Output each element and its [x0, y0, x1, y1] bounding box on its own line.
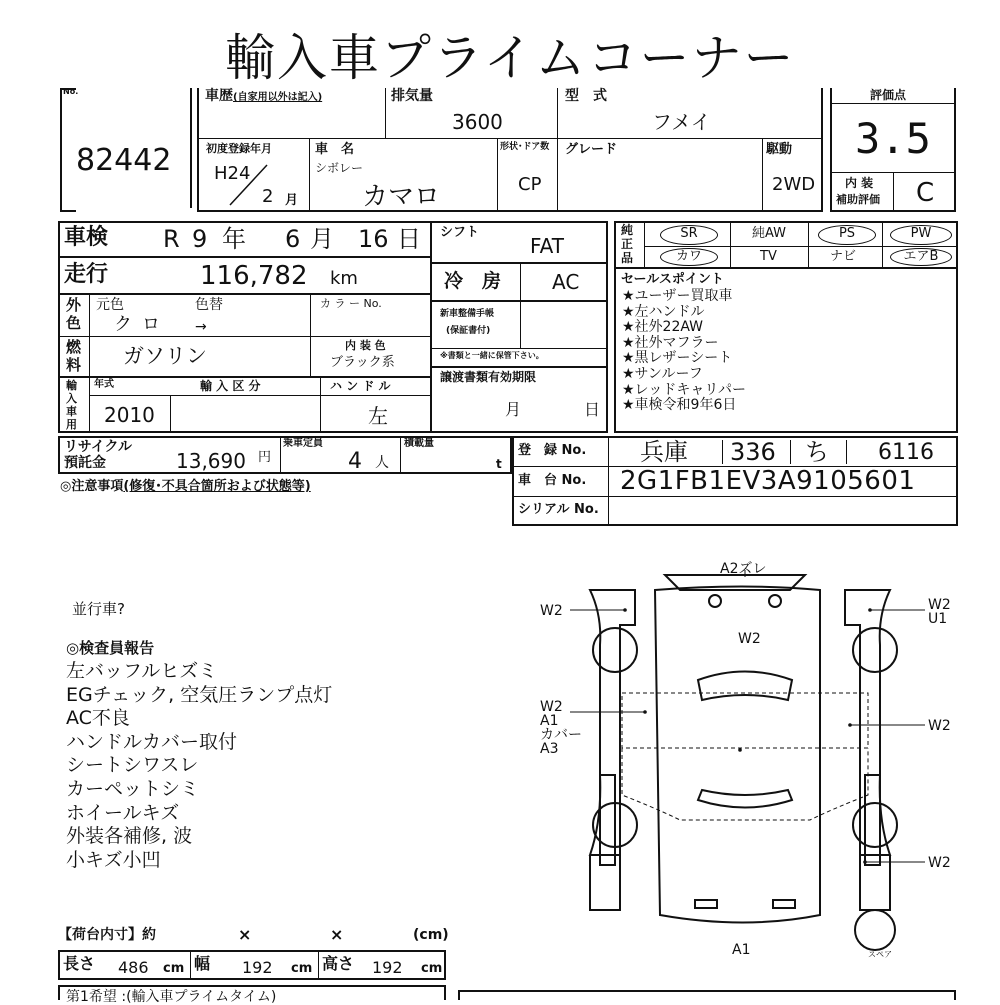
lot-number: 82442 — [76, 143, 172, 178]
sales-point: ★社外マフラー — [622, 334, 719, 351]
sales-points-label: セールスポイント — [621, 272, 724, 287]
inspection-year-unit: 年 — [222, 225, 246, 253]
import-label-1: 輸 — [66, 379, 77, 392]
equip-label-2: 正 — [621, 237, 634, 251]
divider — [400, 436, 401, 474]
lot-bracket-right — [180, 88, 192, 208]
length-label: 長さ — [63, 954, 96, 973]
ac-value: AC — [552, 270, 580, 294]
chassis-value: 2G1FB1EV3A9105601 — [620, 466, 916, 496]
divider — [385, 88, 386, 138]
divider — [790, 440, 791, 464]
diagram-label: A1 — [540, 713, 559, 729]
sales-points-list — [622, 289, 746, 414]
first-reg-year: H24 — [214, 163, 251, 184]
interior-value: C — [916, 178, 935, 208]
import-kubun-label: 輸 入 区 分 — [200, 379, 261, 393]
equip-label-3: 品 — [621, 251, 634, 265]
report-line: シートシワスレ — [66, 754, 199, 777]
divider — [520, 300, 521, 348]
import-handle-value: 左 — [368, 404, 388, 428]
diagram-right-rear: W2 — [928, 855, 951, 871]
color-label-2: 色 — [66, 314, 82, 332]
recycle-unit: 円 — [258, 450, 272, 465]
sales-point: ★社外22AW — [622, 319, 704, 336]
first-reg-month-unit: 月 — [285, 193, 299, 208]
history-label — [205, 89, 322, 103]
notice-note: (修復･不具合箇所および状態等) — [123, 479, 311, 494]
page-title: 輸入車プライムコーナー — [225, 29, 796, 87]
shape-value: CP — [518, 174, 542, 195]
mileage-value: 116,782 — [200, 261, 308, 291]
score-value: 3.5 — [855, 114, 931, 163]
divider — [58, 336, 432, 337]
divider — [808, 221, 809, 267]
diagram-left-mid — [540, 700, 582, 756]
sales-point: ★車検令和9年6日 — [622, 397, 737, 414]
model-type-value: フメイ — [652, 110, 711, 134]
interior-label-1: 内 装 — [845, 176, 874, 190]
mileage-label: 走行 — [64, 262, 109, 287]
aw-label: 純AW — [752, 226, 787, 241]
sr-badge: SR — [660, 225, 718, 245]
displacement-value: 3600 — [452, 110, 503, 134]
divider — [644, 221, 645, 267]
heiko-note: 並行車? — [72, 600, 125, 618]
diagram-label: A3 — [540, 741, 559, 757]
registration-label: 登 録 No. — [518, 443, 587, 458]
report-line: 左バッフルヒズミ — [66, 660, 218, 682]
divider — [432, 348, 608, 349]
divider — [730, 221, 731, 267]
sales-point: ★左ハンドル — [622, 303, 705, 320]
diagram-right-front — [928, 598, 951, 626]
divider — [512, 496, 958, 497]
diagram-bottom: A1 — [732, 942, 751, 958]
fuel-label-1: 燃 — [66, 338, 82, 356]
interior-label-2: 補助評価 — [836, 193, 880, 206]
navi-label: ナビ — [830, 249, 857, 264]
cargo-x1: × — [238, 925, 252, 944]
color-orig-value: クロ — [114, 314, 170, 335]
airbag-badge: エアB — [890, 248, 952, 266]
history-note: (自家用以外は記入) — [233, 92, 323, 103]
height-value: 192 — [372, 958, 403, 977]
import-year-value: 2010 — [104, 403, 155, 427]
divider — [170, 395, 171, 433]
grade-label: グレード — [565, 142, 618, 157]
shift-label: シフト — [440, 225, 480, 240]
pw-badge: PW — [890, 225, 952, 245]
load-label: 積載量 — [404, 438, 434, 449]
doc-expiry-month: 月 — [505, 400, 522, 419]
chassis-label: 車 台 No. — [518, 473, 587, 488]
divider — [320, 378, 321, 433]
divider — [309, 138, 310, 212]
load-unit: t — [496, 457, 502, 471]
inspection-day-unit: 日 — [397, 225, 421, 253]
car-name-label: 車 名 — [315, 142, 355, 157]
cargo-x2: × — [330, 925, 344, 944]
capacity-value: 4 — [348, 449, 362, 474]
width-unit: cm — [291, 961, 313, 976]
shift-value: FAT — [530, 234, 565, 258]
divider — [190, 950, 191, 980]
import-label-2: 入 — [66, 392, 77, 405]
registration-class: 336 — [730, 438, 776, 466]
color-arrow: → — [195, 319, 207, 335]
leather-badge: カワ — [660, 248, 718, 266]
ps-badge: PS — [818, 225, 876, 245]
report-line: ハンドルカバー取付 — [66, 730, 238, 753]
manual-note: ※書類と一緒に保管下さい。 — [440, 351, 544, 360]
divider — [644, 246, 958, 247]
doc-expiry-label: 譲渡書類有効期限 — [440, 370, 537, 384]
divider — [89, 395, 432, 396]
ac-label: 冷 房 — [444, 270, 502, 292]
cargo-unit: (cm) — [413, 927, 449, 943]
divider — [614, 267, 958, 269]
diagram-label: U1 — [928, 611, 948, 627]
notice-label-text: ◎注意事項 — [60, 479, 124, 494]
notice-label — [60, 480, 311, 493]
divider — [58, 256, 432, 258]
recycle-label-1: リサイクル — [64, 439, 133, 455]
import-label-4: 用 — [66, 418, 77, 431]
inspection-month-unit: 月 — [310, 225, 334, 253]
color-label-1: 外 — [66, 296, 82, 314]
diagram-spare: スペア — [868, 950, 892, 959]
color-change-label: 色替 — [195, 297, 223, 313]
doc-expiry-day: 日 — [584, 400, 601, 419]
fuel-value: ガソリン — [123, 344, 207, 368]
tv-label: TV — [760, 249, 777, 264]
sales-point: ★ユーザー買取車 — [622, 288, 733, 304]
diagram-label: W2 — [540, 699, 563, 715]
score-label: 評価点 — [870, 88, 907, 102]
divider — [520, 262, 521, 300]
first-reg-month: 2 — [262, 186, 274, 207]
lot-bracket — [60, 87, 79, 212]
capacity-unit: 人 — [375, 455, 389, 471]
divider — [846, 440, 847, 464]
recycle-label-2: 預託金 — [64, 455, 106, 471]
inspection-year: 9 — [192, 225, 208, 253]
registration-pref: 兵庫 — [640, 438, 688, 466]
height-label: 高さ — [322, 954, 355, 973]
divider — [280, 436, 281, 474]
divider — [58, 293, 432, 295]
width-value: 192 — [242, 958, 273, 977]
serial-label: シリアル No. — [518, 502, 599, 517]
report-line: 外装各補修, 波 — [66, 825, 193, 848]
divider — [497, 138, 498, 212]
diagram-top: A2ズレ — [720, 561, 767, 577]
height-unit: cm — [421, 961, 443, 976]
interior-color-label: 内 装 色 — [345, 339, 386, 352]
import-handle-label: ハ ン ド ル — [330, 379, 391, 393]
report-line: 小キズ小凹 — [66, 848, 161, 871]
divider — [318, 950, 319, 980]
diagram-roof: W2 — [738, 631, 761, 647]
divider — [58, 376, 432, 378]
mileage-unit: km — [330, 268, 358, 289]
diagram-label: W2 — [928, 597, 951, 613]
inspection-month: 6 — [285, 225, 301, 253]
inspection-label: 車検 — [64, 225, 109, 250]
recycle-value: 13,690 — [176, 449, 246, 473]
car-diagram — [530, 555, 970, 975]
manual-label-1: 新車整備手帳 — [440, 309, 495, 319]
inspection-day: 16 — [358, 225, 389, 253]
color-orig-label: 元色 — [96, 297, 124, 313]
diagram-left-front: W2 — [540, 603, 563, 619]
manual-label-2: (保証書付) — [446, 326, 491, 336]
length-unit: cm — [163, 961, 185, 976]
divider — [89, 293, 90, 433]
model-type-label: 型 式 — [565, 88, 607, 104]
inspection-era: R — [163, 225, 180, 253]
report-line: ホイールキズ — [66, 801, 180, 824]
divider — [722, 440, 723, 464]
sales-point: ★サンルーフ — [622, 365, 703, 382]
divider — [557, 88, 558, 212]
divider — [830, 103, 956, 104]
divider — [608, 436, 609, 526]
bottom-right-box — [458, 990, 956, 1000]
cargo-label: 【荷台内寸】約 — [58, 927, 156, 943]
diagram-right-mid: W2 — [928, 718, 951, 734]
width-label: 幅 — [194, 954, 211, 973]
sales-point: ★黒レザーシート — [622, 350, 733, 367]
sales-point: ★レッドキャリパー — [622, 381, 746, 398]
registration-kana: ち — [805, 438, 829, 466]
displacement-label: 排気量 — [391, 88, 433, 104]
report-line: AC不良 — [66, 707, 130, 730]
length-value: 486 — [118, 958, 149, 977]
import-label-3: 車 — [66, 405, 77, 418]
fuel-label-2: 料 — [66, 356, 82, 374]
car-name: カマロ — [362, 182, 441, 212]
drive-label: 駆動 — [766, 142, 793, 157]
report-line: EGチェック, 空気圧ランプ点灯 — [66, 683, 333, 706]
lot-label: No. — [63, 87, 79, 96]
divider — [197, 138, 823, 139]
interior-color-value: ブラック系 — [330, 355, 395, 370]
divider — [893, 172, 894, 212]
divider — [432, 366, 608, 368]
report-lines — [66, 660, 332, 872]
color-code-label: カ ラ ー No. — [320, 297, 382, 310]
equip-label-1: 純 — [621, 223, 634, 237]
report-title: ◎検査員報告 — [66, 639, 155, 657]
history-label-text: 車歴 — [205, 88, 233, 104]
bottom-partial: 第1希望 :(輸入車プライムタイム) — [66, 989, 277, 1005]
divider — [762, 138, 763, 212]
diagram-label: カバー — [540, 727, 582, 743]
import-year-label: 年式 — [94, 379, 114, 390]
first-reg-label: 初度登録年月 — [206, 142, 272, 155]
capacity-label: 乗車定員 — [283, 438, 323, 449]
divider — [310, 293, 311, 376]
report-line: カーペットシミ — [66, 777, 200, 800]
drive-value: 2WD — [772, 174, 816, 195]
divider — [882, 221, 883, 267]
shape-label: 形状･ドア数 — [500, 142, 550, 152]
registration-number: 6116 — [878, 440, 934, 465]
car-maker: シボレー — [315, 161, 364, 175]
